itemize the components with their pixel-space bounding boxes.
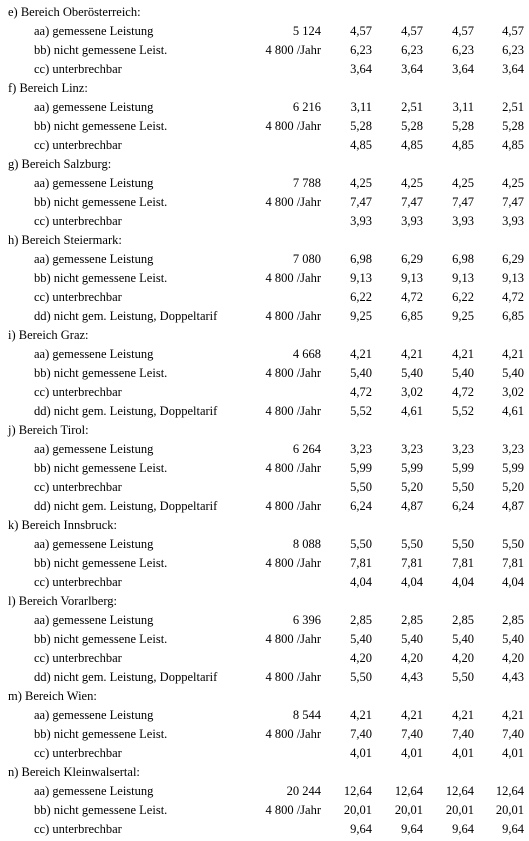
rate-col-2: 6,29 <box>401 252 423 266</box>
row-label: cc) unterbrechbar <box>34 138 122 152</box>
rate-col-3: 4,85 <box>452 138 474 152</box>
section-heading-text: h) Bereich Steiermark: <box>8 233 122 247</box>
table-row <box>0 611 529 630</box>
rate-col-1: 4,85 <box>350 138 372 152</box>
rate-col-1: 5,50 <box>350 480 372 494</box>
rate-col-2: 4,43 <box>401 670 423 684</box>
rate-col-1: 7,40 <box>350 727 372 741</box>
rate-col-1: 4,21 <box>350 708 372 722</box>
row-label: cc) unterbrechbar <box>34 385 122 399</box>
section-heading-text: n) Bereich Kleinwalsertal: <box>8 765 140 779</box>
section-heading <box>0 592 529 611</box>
section-heading-text: m) Bereich Wien: <box>8 689 97 703</box>
rate-col-2: 5,40 <box>401 632 423 646</box>
table-row <box>0 193 529 212</box>
table-row <box>0 820 529 839</box>
row-label: cc) unterbrechbar <box>34 290 122 304</box>
rate-col-1: 6,23 <box>350 43 372 57</box>
rate-col-4: 5,20 <box>502 480 524 494</box>
rate-col-4: 4,25 <box>502 176 524 190</box>
rate-col-3: 6,22 <box>452 290 474 304</box>
rate-col-1: 5,40 <box>350 632 372 646</box>
rate-col-3: 4,04 <box>452 575 474 589</box>
row-label: bb) nicht gemessene Leist. <box>34 366 168 380</box>
rate-col-3: 4,21 <box>452 708 474 722</box>
rate-col-1: 3,64 <box>350 62 372 76</box>
base-charge: 4 800 /Jahr <box>265 271 321 285</box>
table-row <box>0 364 529 383</box>
rate-col-4: 4,04 <box>502 575 524 589</box>
base-charge: 4 800 /Jahr <box>265 556 321 570</box>
table-row <box>0 269 529 288</box>
rate-col-2: 4,21 <box>401 708 423 722</box>
rate-col-1: 5,52 <box>350 404 372 418</box>
row-label: aa) gemessene Leistung <box>34 252 154 266</box>
rate-col-2: 7,81 <box>401 556 423 570</box>
base-charge: 5 124 <box>292 24 321 38</box>
rate-col-3: 5,40 <box>452 366 474 380</box>
row-label: bb) nicht gemessene Leist. <box>34 195 168 209</box>
section-heading-text: k) Bereich Innsbruck: <box>8 518 117 532</box>
section-heading <box>0 687 529 706</box>
table-row <box>0 383 529 402</box>
rate-col-2: 20,01 <box>394 803 423 817</box>
table-row <box>0 668 529 687</box>
section-heading <box>0 763 529 782</box>
table-row <box>0 554 529 573</box>
rate-col-3: 4,20 <box>452 651 474 665</box>
rate-col-3: 5,52 <box>452 404 474 418</box>
base-charge: 4 668 <box>292 347 321 361</box>
row-label: bb) nicht gemessene Leist. <box>34 727 168 741</box>
base-charge: 4 800 /Jahr <box>265 119 321 133</box>
rate-col-4: 4,87 <box>502 499 524 513</box>
rate-col-1: 5,50 <box>350 537 372 551</box>
row-label: aa) gemessene Leistung <box>34 784 154 798</box>
base-charge: 4 800 /Jahr <box>265 309 321 323</box>
rate-col-1: 4,25 <box>350 176 372 190</box>
rate-col-2: 4,85 <box>401 138 423 152</box>
row-label: cc) unterbrechbar <box>34 214 122 228</box>
base-charge: 4 800 /Jahr <box>265 43 321 57</box>
rate-col-1: 9,25 <box>350 309 372 323</box>
row-label: cc) unterbrechbar <box>34 62 122 76</box>
base-charge: 6 264 <box>292 442 321 456</box>
table-row <box>0 250 529 269</box>
rate-col-3: 20,01 <box>445 803 474 817</box>
rate-col-4: 20,01 <box>495 803 524 817</box>
rate-col-4: 3,93 <box>502 214 524 228</box>
base-charge: 4 800 /Jahr <box>265 195 321 209</box>
table-row <box>0 649 529 668</box>
rate-col-3: 4,21 <box>452 347 474 361</box>
rate-col-4: 5,50 <box>502 537 524 551</box>
rate-col-3: 3,11 <box>452 100 474 114</box>
rate-col-1: 7,47 <box>350 195 372 209</box>
section-heading <box>0 421 529 440</box>
table-row <box>0 212 529 231</box>
rate-col-1: 4,72 <box>350 385 372 399</box>
row-label: aa) gemessene Leistung <box>34 442 154 456</box>
table-row <box>0 497 529 516</box>
row-label: bb) nicht gemessene Leist. <box>34 43 168 57</box>
rate-col-3: 3,23 <box>452 442 474 456</box>
table-row <box>0 174 529 193</box>
row-label: bb) nicht gemessene Leist. <box>34 271 168 285</box>
row-label: aa) gemessene Leistung <box>34 176 154 190</box>
section-heading <box>0 3 529 22</box>
rate-col-3: 6,98 <box>452 252 474 266</box>
row-label: bb) nicht gemessene Leist. <box>34 461 168 475</box>
base-charge: 4 800 /Jahr <box>265 803 321 817</box>
row-label: cc) unterbrechbar <box>34 575 122 589</box>
rate-col-4: 4,21 <box>502 708 524 722</box>
rate-col-2: 9,13 <box>401 271 423 285</box>
rate-col-2: 2,51 <box>401 100 423 114</box>
section-heading-text: g) Bereich Salzburg: <box>8 157 112 171</box>
row-label: cc) unterbrechbar <box>34 651 122 665</box>
section-heading-text: i) Bereich Graz: <box>8 328 89 342</box>
rate-col-2: 3,64 <box>401 62 423 76</box>
rate-col-3: 6,23 <box>452 43 474 57</box>
rate-col-2: 5,20 <box>401 480 423 494</box>
base-charge: 6 396 <box>292 613 321 627</box>
rate-col-4: 2,85 <box>502 613 524 627</box>
rate-col-4: 9,13 <box>502 271 524 285</box>
rate-col-4: 4,61 <box>502 404 524 418</box>
table-row <box>0 782 529 801</box>
rate-col-1: 4,01 <box>350 746 372 760</box>
row-label: dd) nicht gem. Leistung, Doppeltarif <box>34 670 218 684</box>
rate-col-1: 4,57 <box>350 24 372 38</box>
table-row <box>0 98 529 117</box>
rate-col-4: 4,20 <box>502 651 524 665</box>
rate-col-2: 5,50 <box>401 537 423 551</box>
rate-col-1: 5,28 <box>350 119 372 133</box>
rate-col-1: 3,93 <box>350 214 372 228</box>
rate-col-1: 2,85 <box>350 613 372 627</box>
rate-col-4: 4,72 <box>502 290 524 304</box>
rate-col-2: 9,64 <box>401 822 423 836</box>
rate-col-4: 4,85 <box>502 138 524 152</box>
rate-col-2: 5,40 <box>401 366 423 380</box>
row-label: dd) nicht gem. Leistung, Doppeltarif <box>34 499 218 513</box>
rate-col-4: 5,99 <box>502 461 524 475</box>
rate-col-1: 4,21 <box>350 347 372 361</box>
section-heading <box>0 155 529 174</box>
table-row <box>0 725 529 744</box>
rate-col-4: 7,81 <box>502 556 524 570</box>
rate-col-3: 5,40 <box>452 632 474 646</box>
base-charge: 4 800 /Jahr <box>265 670 321 684</box>
rate-col-1: 3,23 <box>350 442 372 456</box>
rate-col-2: 4,25 <box>401 176 423 190</box>
rate-col-4: 12,64 <box>495 784 524 798</box>
rate-col-1: 12,64 <box>343 784 372 798</box>
rate-col-4: 5,40 <box>502 632 524 646</box>
base-charge: 6 216 <box>292 100 321 114</box>
row-label: cc) unterbrechbar <box>34 822 122 836</box>
rate-col-2: 4,20 <box>401 651 423 665</box>
row-label: aa) gemessene Leistung <box>34 613 154 627</box>
section-heading-text: j) Bereich Tirol: <box>8 423 89 437</box>
rate-col-3: 3,64 <box>452 62 474 76</box>
rate-col-4: 4,57 <box>502 24 524 38</box>
row-label: dd) nicht gem. Leistung, Doppeltarif <box>34 309 218 323</box>
base-charge: 4 800 /Jahr <box>265 499 321 513</box>
rate-col-3: 5,50 <box>452 480 474 494</box>
section-heading-text: l) Bereich Vorarlberg: <box>8 594 117 608</box>
table-row <box>0 402 529 421</box>
table-row <box>0 60 529 79</box>
row-label: bb) nicht gemessene Leist. <box>34 803 168 817</box>
rate-col-3: 7,81 <box>452 556 474 570</box>
rate-col-3: 9,13 <box>452 271 474 285</box>
rate-col-2: 3,02 <box>401 385 423 399</box>
rate-col-3: 3,93 <box>452 214 474 228</box>
table-row <box>0 307 529 326</box>
rate-col-3: 7,40 <box>452 727 474 741</box>
rate-col-2: 12,64 <box>394 784 423 798</box>
rate-col-3: 2,85 <box>452 613 474 627</box>
table-row <box>0 478 529 497</box>
rate-col-2: 5,99 <box>401 461 423 475</box>
rate-col-4: 4,43 <box>502 670 524 684</box>
table-row <box>0 459 529 478</box>
rate-col-2: 4,87 <box>401 499 423 513</box>
rate-col-4: 5,40 <box>502 366 524 380</box>
section-heading-text: e) Bereich Oberösterreich: <box>8 5 141 19</box>
section-heading <box>0 516 529 535</box>
table-row <box>0 573 529 592</box>
section-heading <box>0 231 529 250</box>
rate-col-4: 4,21 <box>502 347 524 361</box>
rate-col-1: 6,22 <box>350 290 372 304</box>
table-row <box>0 706 529 725</box>
rate-col-3: 4,57 <box>452 24 474 38</box>
rate-col-4: 3,02 <box>502 385 524 399</box>
rate-col-2: 4,72 <box>401 290 423 304</box>
rate-col-2: 7,40 <box>401 727 423 741</box>
rate-col-2: 4,61 <box>401 404 423 418</box>
rate-col-4: 2,51 <box>502 100 524 114</box>
base-charge: 4 800 /Jahr <box>265 727 321 741</box>
rate-col-1: 4,04 <box>350 575 372 589</box>
table-row <box>0 630 529 649</box>
rate-col-3: 12,64 <box>445 784 474 798</box>
rate-col-2: 4,21 <box>401 347 423 361</box>
table-row <box>0 345 529 364</box>
rate-col-2: 4,01 <box>401 746 423 760</box>
rate-col-4: 7,40 <box>502 727 524 741</box>
base-charge: 7 080 <box>292 252 321 266</box>
rate-col-4: 3,64 <box>502 62 524 76</box>
rate-col-2: 2,85 <box>401 613 423 627</box>
table-row <box>0 136 529 155</box>
row-label: bb) nicht gemessene Leist. <box>34 119 168 133</box>
table-row <box>0 744 529 763</box>
rate-col-3: 4,01 <box>452 746 474 760</box>
rate-col-1: 9,13 <box>350 271 372 285</box>
base-charge: 4 800 /Jahr <box>265 366 321 380</box>
row-label: dd) nicht gem. Leistung, Doppeltarif <box>34 404 218 418</box>
rate-col-3: 5,99 <box>452 461 474 475</box>
rate-col-1: 3,11 <box>350 100 372 114</box>
rate-col-4: 5,28 <box>502 119 524 133</box>
row-label: bb) nicht gemessene Leist. <box>34 632 168 646</box>
row-label: aa) gemessene Leistung <box>34 100 154 114</box>
row-label: cc) unterbrechbar <box>34 480 122 494</box>
rate-col-4: 3,23 <box>502 442 524 456</box>
rate-col-3: 9,25 <box>452 309 474 323</box>
rate-col-1: 4,20 <box>350 651 372 665</box>
rate-col-2: 4,57 <box>401 24 423 38</box>
table-row <box>0 535 529 554</box>
rate-col-1: 5,99 <box>350 461 372 475</box>
base-charge: 8 088 <box>292 537 321 551</box>
base-charge: 8 544 <box>292 708 321 722</box>
rate-col-4: 6,29 <box>502 252 524 266</box>
base-charge: 4 800 /Jahr <box>265 632 321 646</box>
rate-col-1: 5,50 <box>350 670 372 684</box>
rate-col-2: 6,23 <box>401 43 423 57</box>
base-charge: 4 800 /Jahr <box>265 461 321 475</box>
row-label: aa) gemessene Leistung <box>34 347 154 361</box>
table-row <box>0 440 529 459</box>
table-row <box>0 117 529 136</box>
rate-col-3: 5,28 <box>452 119 474 133</box>
rate-col-1: 6,98 <box>350 252 372 266</box>
base-charge: 20 244 <box>286 784 321 798</box>
base-charge: 4 800 /Jahr <box>265 404 321 418</box>
section-heading <box>0 326 529 345</box>
rate-col-1: 9,64 <box>350 822 372 836</box>
rate-col-3: 4,25 <box>452 176 474 190</box>
rate-col-2: 4,04 <box>401 575 423 589</box>
row-label: aa) gemessene Leistung <box>34 708 154 722</box>
row-label: aa) gemessene Leistung <box>34 24 154 38</box>
rate-col-1: 7,81 <box>350 556 372 570</box>
rate-col-2: 6,85 <box>401 309 423 323</box>
rate-col-3: 7,47 <box>452 195 474 209</box>
rate-col-4: 6,85 <box>502 309 524 323</box>
rate-col-4: 9,64 <box>502 822 524 836</box>
base-charge: 7 788 <box>292 176 321 190</box>
rate-col-4: 7,47 <box>502 195 524 209</box>
rate-col-3: 6,24 <box>452 499 474 513</box>
row-label: bb) nicht gemessene Leist. <box>34 556 168 570</box>
rate-col-1: 6,24 <box>350 499 372 513</box>
table-row <box>0 801 529 820</box>
rate-col-1: 5,40 <box>350 366 372 380</box>
rate-col-2: 7,47 <box>401 195 423 209</box>
row-label: cc) unterbrechbar <box>34 746 122 760</box>
row-label: aa) gemessene Leistung <box>34 537 154 551</box>
table-row <box>0 288 529 307</box>
rate-col-2: 5,28 <box>401 119 423 133</box>
rate-col-4: 4,01 <box>502 746 524 760</box>
rate-col-2: 3,93 <box>401 214 423 228</box>
rate-col-3: 9,64 <box>452 822 474 836</box>
rate-col-4: 6,23 <box>502 43 524 57</box>
table-row <box>0 22 529 41</box>
rate-col-3: 5,50 <box>452 670 474 684</box>
rate-col-1: 20,01 <box>343 803 372 817</box>
rate-col-2: 3,23 <box>401 442 423 456</box>
section-heading <box>0 79 529 98</box>
rate-col-3: 4,72 <box>452 385 474 399</box>
section-heading-text: f) Bereich Linz: <box>8 81 88 95</box>
rate-col-3: 5,50 <box>452 537 474 551</box>
table-row <box>0 41 529 60</box>
